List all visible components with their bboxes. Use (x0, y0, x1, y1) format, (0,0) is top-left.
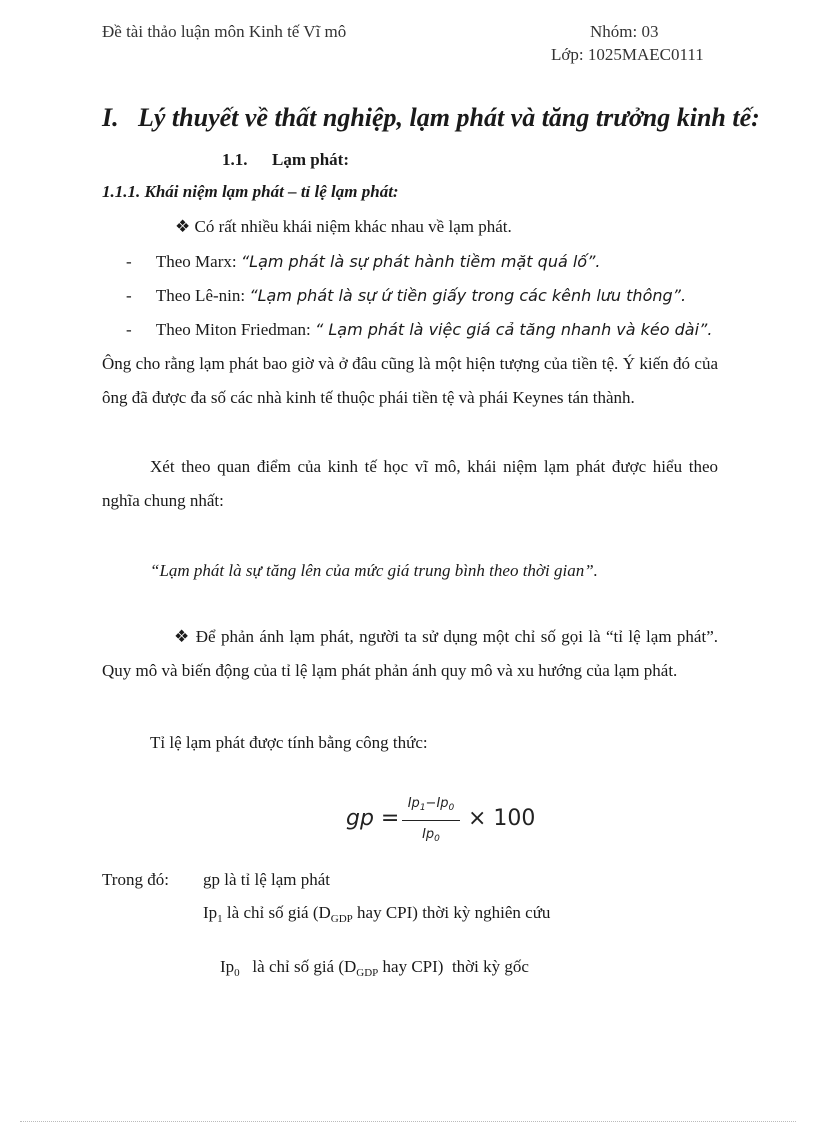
bullet-item (175, 217, 512, 237)
dash-item-marx (126, 252, 600, 272)
subsection-title: Lạm phát: (272, 150, 349, 169)
dash-item-lenin (126, 286, 686, 306)
dash-prefix: Theo Lê-nin: (155, 286, 246, 305)
bullet-text: Có rất nhiều khái niệm khác nhau về lạm phát. (194, 217, 512, 236)
section-number: I. (102, 103, 119, 132)
diamond-bullet-icon: ❖ (174, 627, 191, 646)
subsection-number: 1.1. (222, 150, 248, 169)
dash-item-friedman (126, 320, 712, 340)
friedman-paragraph: Ông cho rằng lạm phát bao giờ và ở đâu cũng là một hiện tượng của tiền tệ. Ý kiến đó của ông đã được đa số các nhà kinh tế thuộc phái tiền tệ và phái Keynes tán thành. (102, 354, 718, 407)
formula-lhs: gp = (346, 806, 400, 831)
definition-quote: “Lạm phát là sự tăng lên của mức giá trung bình theo thời gian”. (150, 561, 598, 580)
subsubsection-title: 1.1.1. Khái niệm lạm phát – tỉ lệ lạm phát: (102, 182, 399, 201)
section-title: Lý thuyết về thất nghiệp, lạm phát và tăng trưởng kinh tế: (138, 103, 760, 132)
formula-times: × 100 (468, 806, 536, 831)
formula-denominator: $Ip_0$ (422, 827, 440, 844)
macro-paragraph: Xét theo quan điểm của kinh tế học vĩ mô, khái niệm lạm phát được hiểu theo nghĩa chung nhất: (102, 457, 718, 510)
where-line-gp: gp là tỉ lệ lạm phát (203, 870, 330, 889)
dash-icon: - (126, 286, 132, 305)
dash-quote: “Lạm phát là sự ứ tiền giấy trong các kênh lưu thông”. (249, 286, 687, 305)
dash-quote: “Lạm phát là sự phát hành tiềm mặt quá lố”. (240, 252, 601, 271)
header-class: Lớp: 1025MAEC0111 (551, 45, 704, 64)
dash-icon: - (126, 320, 132, 339)
bullet-text: Để phản ánh lạm phát, người ta sử dụng một chỉ số gọi là “tỉ lệ lạm phát”. Quy mô và biến động của tỉ lệ lạm phát phản ánh quy mô và xu hướng của lạm phát. (102, 627, 718, 680)
page-footer-divider (20, 1121, 796, 1122)
header-course-title: Đề tài thảo luận môn Kinh tế Vĩ mô (102, 22, 347, 41)
header-group: Nhóm: 03 (590, 22, 659, 41)
dash-prefix: Theo Miton Friedman: (155, 320, 311, 339)
formula-intro: Tỉ lệ lạm phát được tính bằng công thức: (150, 733, 428, 752)
where-line-ip1: $Ip_1$ là chỉ số giá ($D_{GDP}$ hay CPI) thời kỳ nghiên cứu (203, 903, 551, 925)
formula-numerator: $Ip_1-Ip_0$ (407, 796, 455, 813)
dash-quote: “ Lạm phát là việc giá cả tăng nhanh và kéo dài”. (315, 320, 713, 339)
diamond-bullet-icon: ❖ (175, 217, 191, 236)
inflation-formula (346, 796, 536, 856)
where-line-ip0: $Ip_0$ là chỉ số giá ($D_{GDP}$ hay CPI) thời kỳ gốc (220, 957, 529, 979)
fraction-bar (402, 820, 460, 821)
formula-fraction (402, 796, 460, 847)
dash-prefix: Theo Marx: (155, 252, 237, 271)
inflation-rate-paragraph (102, 620, 718, 688)
dash-icon: - (126, 252, 132, 271)
where-label: Trong đó: (102, 870, 169, 889)
